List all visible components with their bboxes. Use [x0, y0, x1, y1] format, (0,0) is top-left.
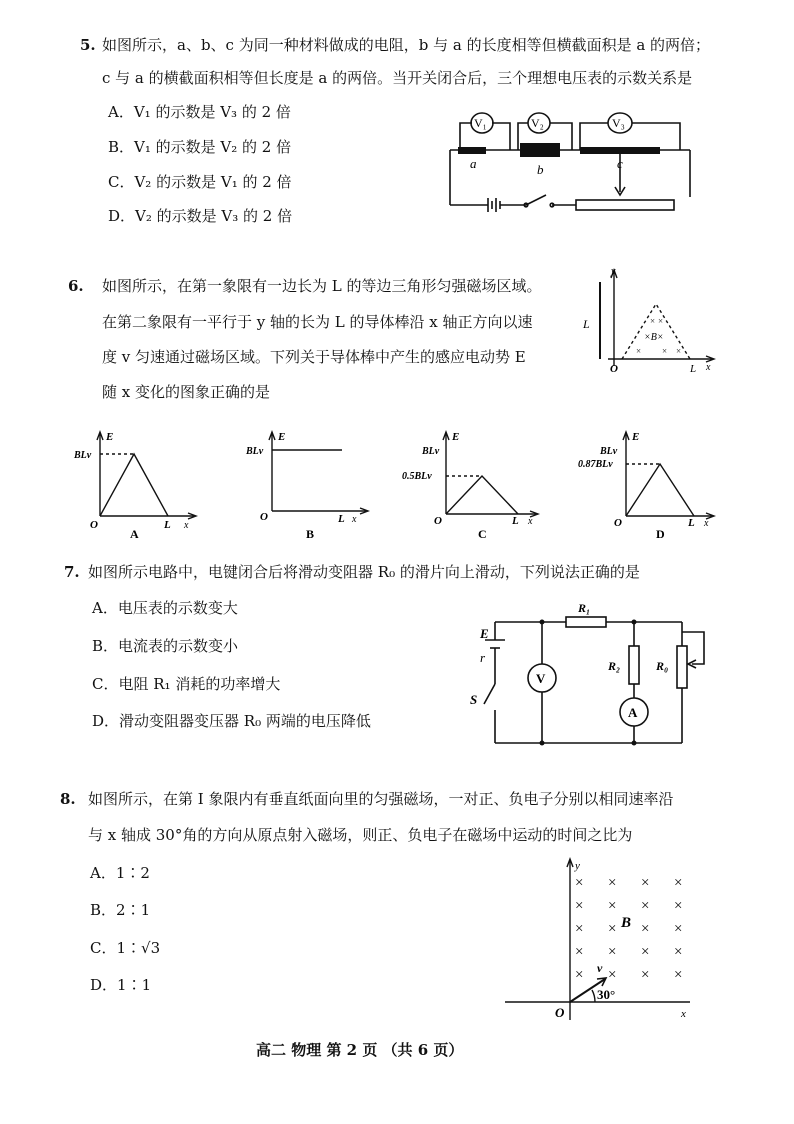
q7-circuit-diagram [470, 598, 720, 748]
q5-circuit-diagram [440, 105, 690, 220]
q6-graph-d-mid-label: 0.87BLv [578, 459, 613, 470]
svg-text:×: × [674, 967, 683, 983]
q6-graph-b-L: L [338, 513, 345, 525]
q5-resistor-a-label: a [470, 156, 477, 171]
q7-option-d: D．滑动变阻器变压器 R₀ 两端的电压降低 [92, 712, 371, 730]
q6-graph-b-top-label: BLv [246, 446, 264, 457]
q8-number: 8. [60, 790, 76, 808]
svg-text:×: × [674, 875, 683, 891]
svg-text:×: × [674, 921, 683, 937]
q8-option-c: C．1∶√3 [90, 939, 161, 957]
q6-number: 6. [68, 277, 84, 295]
q6-graph-a-origin: O [90, 519, 98, 531]
svg-text:×: × [608, 944, 617, 960]
q5-v3-label: V₃ [612, 116, 625, 130]
svg-text:×: × [608, 921, 617, 937]
q6-graph-a-L: L [164, 519, 171, 531]
q8-field-diagram [505, 855, 705, 1025]
q7-option-b: B．电流表的示数变小 [92, 637, 239, 655]
svg-text:×: × [575, 875, 584, 891]
q6-field-diagram [578, 266, 718, 376]
q6-graph-c-e-label: E [452, 431, 460, 443]
q8-angle-label: 30° [597, 987, 616, 1002]
q6-graph-d-top-label: BLv [600, 446, 618, 457]
q6-graph-d-x: x [704, 518, 709, 529]
svg-text:×: × [676, 346, 682, 356]
q6-graph-b-e-label: E [278, 431, 286, 443]
q8-B-label: B [621, 915, 632, 931]
q7-r-label: r [480, 650, 486, 665]
svg-text:×: × [575, 921, 584, 937]
q8-origin-label: O [555, 1005, 565, 1020]
q6-graph-d-L: L [688, 517, 695, 529]
q5-v1-label: V₁ [474, 116, 487, 130]
svg-text:×: × [575, 967, 584, 983]
q6-line2: 在第二象限有一平行于 y 轴的长为 L 的导体棒沿 x 轴正方向以速 [102, 313, 533, 331]
q6-graph-c [402, 426, 542, 541]
svg-text:×: × [636, 346, 642, 356]
svg-text:×: × [575, 944, 584, 960]
q5-text-line2: c 与 a 的横截面积相等但长度是 a 的两倍。当开关闭合后，三个理想电压表的示数关系是 [102, 69, 693, 87]
q5-option-d: D．V₂ 的示数是 V₃ 的 2 倍 [108, 207, 293, 225]
q5-resistor-c-label: c [617, 156, 623, 171]
q5-text-line1: 如图所示，a、b、c 为同一种材料做成的电阻，b 与 a 的长度相等但横截面积是 a 的两倍； [102, 36, 711, 54]
svg-text:×: × [608, 898, 617, 914]
svg-text:×: × [650, 316, 656, 326]
svg-text:×: × [662, 346, 668, 356]
q7-R0-label: R₀ [656, 659, 669, 673]
q7-ammeter-label: A [628, 705, 638, 720]
page-footer: 高二 物理 第 2 页 （共 6 页） [256, 1041, 464, 1059]
q6-line3: 度 v 匀速通过磁场区域。下列关于导体棒中产生的感应电动势 E [102, 348, 526, 366]
q5-number: 5. [80, 36, 96, 54]
q6-graph-b-origin: O [260, 511, 268, 523]
q8-option-b: B．2∶1 [90, 901, 151, 919]
svg-text:×: × [608, 875, 617, 891]
q6-graph-a-label: A [130, 527, 139, 541]
svg-text:×: × [674, 944, 683, 960]
q7-voltmeter-label: V [536, 671, 546, 686]
svg-text:×: × [608, 967, 617, 983]
q5-resistor-b-label: b [537, 162, 544, 177]
q6-graph-c-label: C [478, 527, 487, 541]
svg-text:×: × [674, 898, 683, 914]
q8-option-a: A．1∶2 [90, 864, 150, 882]
q6-graph-d-e-label: E [632, 431, 640, 443]
q7-number: 7. [64, 563, 80, 581]
svg-text:×: × [641, 875, 650, 891]
q5-option-c: C．V₂ 的示数是 V₁ 的 2 倍 [108, 173, 292, 191]
q6-graph-c-mid-label: 0.5BLv [402, 471, 432, 482]
q5-v2-label: V₂ [531, 116, 544, 130]
q7-E-label: E [480, 626, 489, 641]
q6-line1: 如图所示，在第一象限有一边长为 L 的等边三角形匀强磁场区域。 [102, 277, 542, 295]
q6-graph-d-label: D [656, 527, 665, 541]
q6-graph-a [72, 426, 202, 541]
q6-line4: 随 x 变化的图象正确的是 [102, 383, 270, 401]
q6-graph-b [244, 426, 374, 541]
q5-option-a: A．V₁ 的示数是 V₃ 的 2 倍 [108, 103, 291, 121]
q8-text-line2: 与 x 轴成 30°角的方向从原点射入磁场，则正、负电子在磁场中运动的时间之比为 [88, 826, 633, 844]
q6-axis-L-label: L [690, 363, 697, 375]
q7-S-label: S [470, 692, 478, 707]
q6-graph-a-x: x [184, 520, 189, 531]
q8-y-axis-label: y [575, 860, 580, 872]
q6-graph-c-origin: O [434, 515, 442, 527]
q6-origin-label: O [610, 363, 618, 375]
svg-text:×: × [641, 898, 650, 914]
q6-rod-length-label: L [583, 317, 590, 331]
q7-R1-label: R₁ [578, 601, 591, 615]
svg-text:×: × [641, 967, 650, 983]
q6-graph-a-top-label: BLv [74, 450, 92, 461]
q6-graph-b-x: x [352, 514, 357, 525]
q7-option-a: A．电压表的示数变大 [92, 599, 238, 617]
q6-graph-c-top-label: BLv [422, 446, 440, 457]
svg-text:×: × [641, 921, 650, 937]
q6-graph-b-label: B [306, 527, 315, 541]
q7-option-c: C．电阻 R₁ 消耗的功率增大 [92, 675, 281, 693]
q7-R2-label: R₂ [608, 659, 621, 673]
q6-y-axis-label: y [611, 266, 616, 277]
q6-graph-a-e-label: E [106, 431, 114, 443]
q8-v-label: v [597, 961, 603, 975]
q6-field-label: ×B× [644, 332, 664, 343]
q6-graph-c-x: x [528, 516, 533, 527]
q6-graph-c-L: L [512, 515, 519, 527]
svg-text:×: × [658, 316, 664, 326]
q7-text: 如图所示电路中，电键闭合后将滑动变阻器 R₀ 的滑片向上滑动，下列说法正确的是 [88, 563, 640, 581]
svg-text:×: × [641, 944, 650, 960]
q8-option-d: D．1∶1 [90, 976, 152, 994]
q6-graph-d-origin: O [614, 517, 622, 529]
q8-text-line1: 如图所示，在第 I 象限内有垂直纸面向里的匀强磁场，一对正、负电子分别以相同速率沿 [88, 790, 674, 808]
q5-option-b: B．V₁ 的示数是 V₂ 的 2 倍 [108, 138, 292, 156]
q8-x-axis-label: x [681, 1008, 686, 1020]
q6-x-axis-label: x [706, 362, 711, 373]
svg-text:×: × [575, 898, 584, 914]
q6-graph-d [578, 426, 718, 541]
